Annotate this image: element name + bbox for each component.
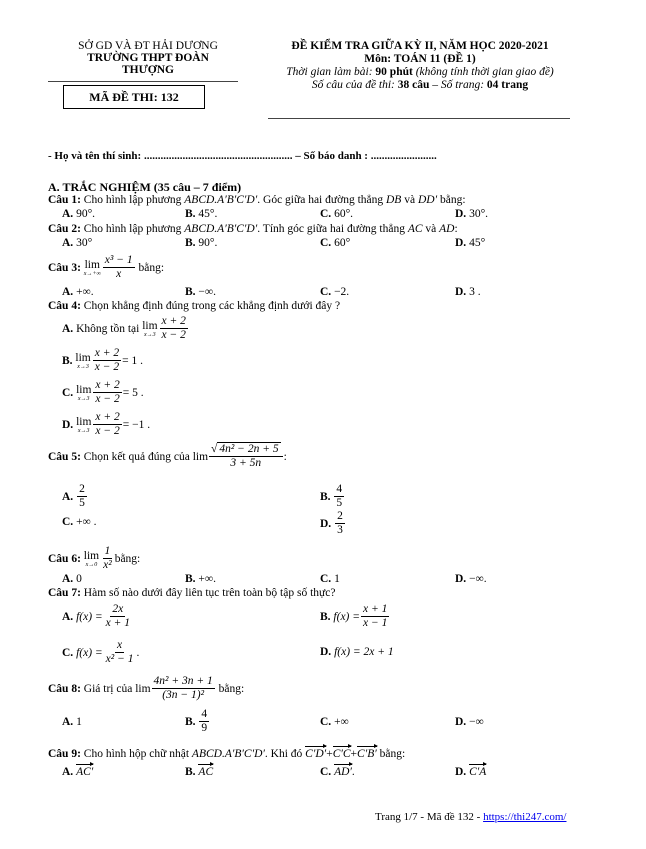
q2-option-d[interactable]: D. 45°: [455, 237, 486, 249]
vector: C′C: [332, 748, 351, 760]
divider: [48, 81, 238, 82]
vector: C′A: [469, 766, 487, 778]
footer-link[interactable]: https://thi247.com/: [483, 811, 567, 823]
q4-option-b[interactable]: B. lim x→3 $\frac{x + 2}{x - 2}$ = 1 .: [62, 347, 144, 373]
vector: C′D′: [305, 748, 327, 760]
q3-option-a[interactable]: A. +∞.: [62, 286, 94, 298]
q8-option-a[interactable]: A. 1: [62, 716, 82, 728]
q6-option-c[interactable]: C. 1: [320, 573, 340, 585]
question-2: Câu 2: Cho hình lập phương ABCD.A′B′C′D′. Tính góc giữa hai đường thẳng AC và AD:: [48, 223, 458, 235]
question-9: Câu 9: Cho hình hộp chữ nhật ABCD.A′B′C′D′. Khi đó C′D′+C′C+C′B′ bằng:: [48, 748, 406, 760]
q4-option-a[interactable]: A. Không tồn tại lim x→3 $\frac{x + 2}{x - 2}$: [62, 315, 186, 341]
divider: [268, 118, 570, 119]
question-3: Câu 3: lim x→+∞ $\frac{\text{x³ − 1}}{x}$ bằng:: [48, 254, 165, 280]
q1-option-b[interactable]: B. 45°.: [185, 208, 218, 220]
exam-count: Số câu của đề thi: 38 câu – Số trang: 04 trang: [311, 79, 529, 91]
q5-option-c[interactable]: C. +∞ .: [62, 516, 97, 528]
school-name-2: THƯỢNG: [122, 64, 174, 76]
q1-option-c[interactable]: C. 60°.: [320, 208, 354, 220]
q4-option-c[interactable]: C. lim x→3 $\frac{x + 2}{x - 2}$ = 5 .: [62, 379, 144, 405]
q2-option-b[interactable]: B. 90°.: [185, 237, 218, 249]
question-4: Câu 4: Chọn khẳng định đúng trong các khẳng định dưới đây ?: [48, 300, 341, 312]
q6-option-b[interactable]: B. +∞.: [185, 573, 216, 585]
q6-option-d[interactable]: D. −∞.: [455, 573, 487, 585]
question-8: Câu 8: Giá trị của lim $\frac{\text{4n² + 3n + 1}}{\text{(3n − 1)²}}$ bằng:: [48, 675, 245, 701]
q7-option-c[interactable]: C. f(x) = $\frac{x}{\text{x² − 1}}$ .: [62, 639, 140, 665]
q9-option-a[interactable]: A. AC′: [62, 766, 94, 778]
fraction: $\frac{\text{x³ − 1}}{x}$: [104, 254, 133, 280]
q8-option-b[interactable]: B. $\frac{4}{9}$: [185, 708, 208, 734]
q9-option-d[interactable]: D. C′A: [455, 766, 487, 778]
vector: C′B′: [357, 748, 377, 760]
school-name: TRƯỜNG THPT ĐOÀN: [87, 52, 209, 64]
header-right: [250, 40, 590, 92]
q3-option-b[interactable]: B. −∞.: [185, 286, 216, 298]
vector: AC: [198, 766, 214, 778]
page-footer: Trang 1/7 - Mã đề 132 - https://thi247.com/: [375, 811, 567, 823]
q7-option-b[interactable]: B. f(x) = $\frac{x + 1}{x - 1}$: [320, 603, 388, 629]
q7-option-d[interactable]: D. f(x) = 2x + 1: [320, 646, 394, 658]
q5-option-d[interactable]: D. $\frac{2}{3}$: [320, 510, 343, 536]
header-left: [48, 40, 248, 76]
exam-code-box: MÃ ĐỀ THI: 132: [63, 85, 205, 109]
q3-option-c[interactable]: C. −2.: [320, 286, 350, 298]
question-7: Câu 7: Hàm số nào dưới đây liên tục trên toàn bộ tập số thực?: [48, 587, 336, 599]
question-6: Câu 6: lim x→0 $\frac{1}{\text{x²}}$ bằng:: [48, 545, 141, 571]
limit: lim x→+∞: [83, 258, 101, 277]
vector: AC′: [76, 766, 94, 778]
q2-option-a[interactable]: A. 30°: [62, 237, 93, 249]
question-5: Câu 5: Chọn kết quả đúng của lim $\frac{\text{√ 4n² − 2n + 5}}{3 + 5n}$ :: [48, 443, 287, 469]
q1-option-d[interactable]: D. 30°.: [455, 208, 489, 220]
q7-option-a[interactable]: A. f(x) = $\frac{2x}{x + 1}$: [62, 603, 131, 629]
exam-title: ĐỀ KIỂM TRA GIỮA KỲ II, NĂM HỌC 2020-2021: [291, 40, 549, 52]
exam-time: Thời gian làm bài: 90 phút (không tính thời gian giao đề): [286, 66, 554, 78]
q1-option-a[interactable]: A. 90°.: [62, 208, 96, 220]
q8-option-d[interactable]: D. −∞: [455, 716, 484, 728]
q8-option-c[interactable]: C. +∞: [320, 716, 349, 728]
q9-option-b[interactable]: B. AC: [185, 766, 214, 778]
vector: AD′: [334, 766, 352, 778]
student-name-field: - Họ và tên thí sinh: ......................................................: [48, 150, 293, 162]
q5-option-a[interactable]: A. $\frac{2}{5}$: [62, 483, 85, 509]
question-1: Câu 1: Cho hình lập phương ABCD.A′B′C′D′. Góc giữa hai đường thẳng DB và DD′ bằng:: [48, 194, 466, 206]
q5-option-b[interactable]: B. $\frac{4}{5}$: [320, 483, 343, 509]
section-title: A. TRẮC NGHIỆM (35 câu – 7 điểm): [48, 180, 242, 194]
exam-subject: Môn: TOÁN 11 (ĐỀ 1): [364, 53, 476, 65]
q2-option-c[interactable]: C. 60°: [320, 237, 351, 249]
student-id-field: – Số báo danh : ........................: [295, 150, 437, 162]
department: SỞ GD VÀ ĐT HẢI DƯƠNG: [78, 40, 218, 52]
q3-option-d[interactable]: D. 3 .: [455, 286, 481, 298]
student-info: [48, 150, 437, 162]
q6-option-a[interactable]: A. 0: [62, 573, 82, 585]
q9-option-c[interactable]: C. AD′.: [320, 766, 355, 778]
q4-option-d[interactable]: D. lim x→3 $\frac{x + 2}{x - 2}$ = −1 .: [62, 411, 151, 437]
